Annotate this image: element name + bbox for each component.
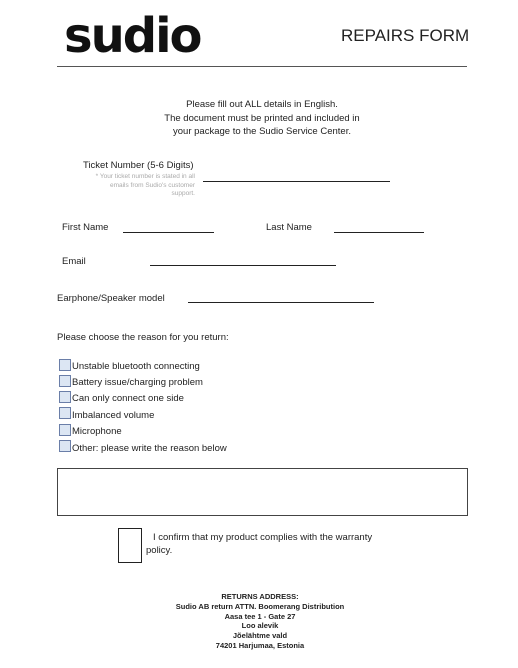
intro-text (57, 98, 467, 139)
confirm-checkbox[interactable] (118, 528, 142, 563)
first-name-field[interactable] (123, 232, 214, 233)
intro-line: your package to the Sudio Service Center. (173, 126, 351, 137)
ticket-number-field[interactable] (203, 181, 390, 182)
returns-address (100, 592, 420, 651)
address-line: Loo alevik (241, 621, 279, 631)
address-line: 74201 Harjumaa, Estonia (215, 640, 305, 650)
form-title: REPAIRS FORM (341, 26, 470, 45)
reason-label: Imbalanced volume (72, 410, 155, 421)
reason-label: Microphone (72, 426, 122, 437)
address-heading: RETURNS ADDRESS: (221, 592, 299, 601)
reason-checkbox[interactable] (59, 359, 71, 371)
other-reason-textbox[interactable] (57, 468, 468, 516)
last-name-label: Last Name (266, 222, 312, 233)
intro-line: The document must be printed and included in (164, 112, 360, 124)
email-field[interactable] (150, 265, 336, 266)
reason-checkbox[interactable] (59, 424, 71, 436)
address-line: Sudio AB return ATTN. Boomerang Distribution (175, 601, 345, 611)
reason-label: Can only connect one side (72, 393, 184, 404)
reason-label: Battery issue/charging problem (72, 377, 203, 388)
reason-checkbox[interactable] (59, 375, 71, 387)
reason-label: Unstable bluetooth connecting (72, 361, 200, 372)
note-line: emails from Sudio's customer (109, 181, 195, 189)
ticket-number-label: Ticket Number (5-6 Digits) (83, 160, 194, 171)
reason-checkbox[interactable] (59, 407, 71, 419)
intro-line: Please fill out ALL details in English. (186, 99, 338, 110)
reason-checkbox[interactable] (59, 391, 71, 403)
note-line: support. (171, 190, 195, 197)
model-field[interactable] (188, 302, 374, 303)
address-line: Jõelähtme vald (232, 631, 288, 641)
note-line: * Your ticket number is stated in all (95, 173, 195, 180)
ticket-number-note (72, 173, 195, 199)
reason-label: Other: please write the reason below (72, 443, 227, 454)
confirm-text: I confirm that my product complies with the warranty policy. (146, 532, 373, 556)
header-divider (57, 66, 467, 67)
first-name-label: First Name (62, 222, 109, 233)
email-label: Email (62, 256, 86, 267)
reason-prompt: Please choose the reason for you return: (57, 332, 229, 343)
model-label: Earphone/Speaker model (57, 293, 165, 304)
sudio-logo: sudio (64, 8, 201, 64)
address-line: Aasa tee 1 - Gate 27 (224, 611, 296, 621)
reason-checkbox[interactable] (59, 440, 71, 452)
last-name-field[interactable] (334, 232, 424, 233)
